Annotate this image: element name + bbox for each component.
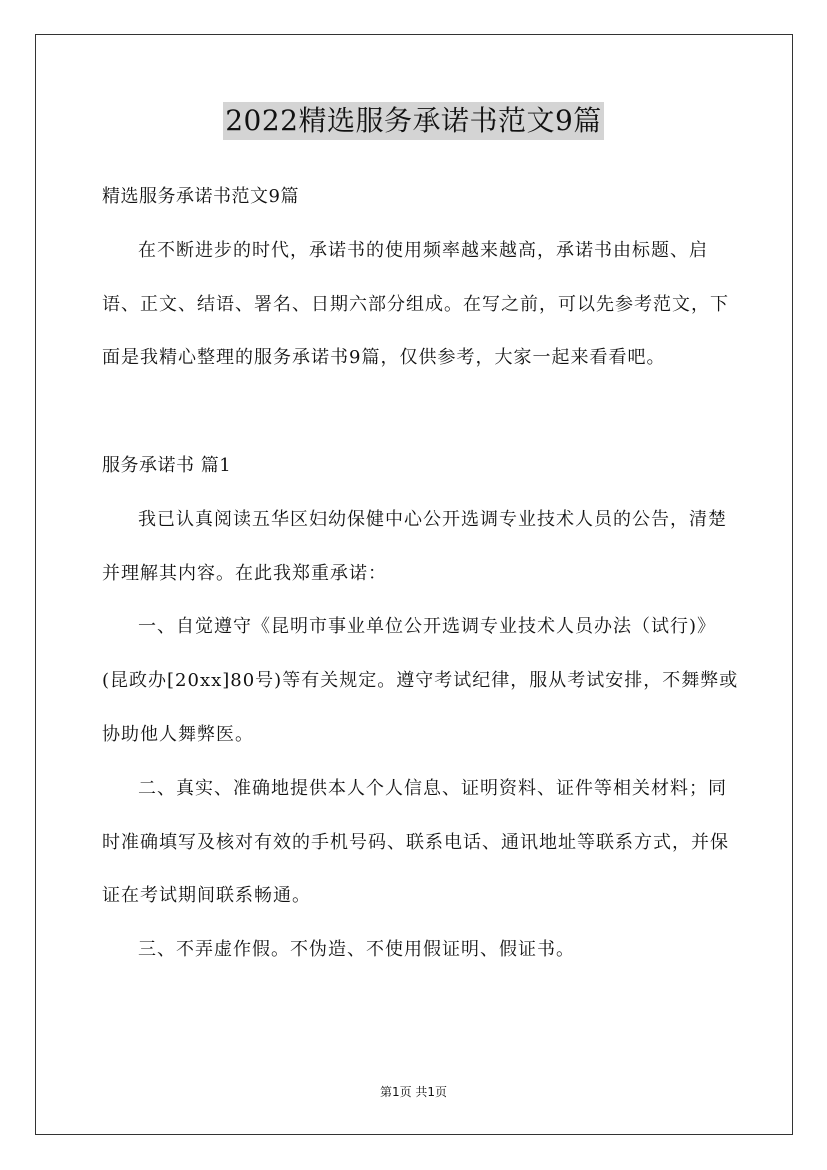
title-wrap [0,102,827,140]
section-paragraph: 二、真实、准确地提供本人个人信息、证明资料、证件等相关材料；同时准确填写及核对有效的手机号码、联系电话、通讯地址等联系方式，并保证在考试期间联系畅通。 [102,777,729,907]
section-spacer [102,385,742,439]
section-paragraph: 我已认真阅读五华区妇幼保健中心公开选调专业技术人员的公告，清楚并理解其内容。在此我郑重承诺： [102,508,727,584]
intro-paragraph: 在不断进步的时代，承诺书的使用频率越来越高，承诺书由标题、启语、正文、结语、署名、日期六部分组成。在写之前，可以先参考范文，下面是我精心整理的服务承诺书9篇，仅供参考，大家一起来看看吧。 [102,239,729,369]
section-paragraph: 一、自觉遵守《昆明市事业单位公开选调专业技术人员办法（试行)》(昆政办[20xx]80号)等有关规定。遵守考试纪律，服从考试安排，不舞弊或协助他人舞弊医。 [102,616,739,745]
section-paragraph: 三、不弄虚作假。不伪造、不使用假证明、假证书。 [138,939,575,961]
document-body [102,170,742,977]
document-subtitle: 精选服务承诺书范文9篇 [102,186,299,207]
page-number: 第1页 共1页 [379,1085,448,1099]
document-title: 2022精选服务承诺书范文9篇 [223,102,604,140]
page-footer [0,1084,827,1100]
section-heading: 服务承诺书 篇1 [102,454,232,476]
